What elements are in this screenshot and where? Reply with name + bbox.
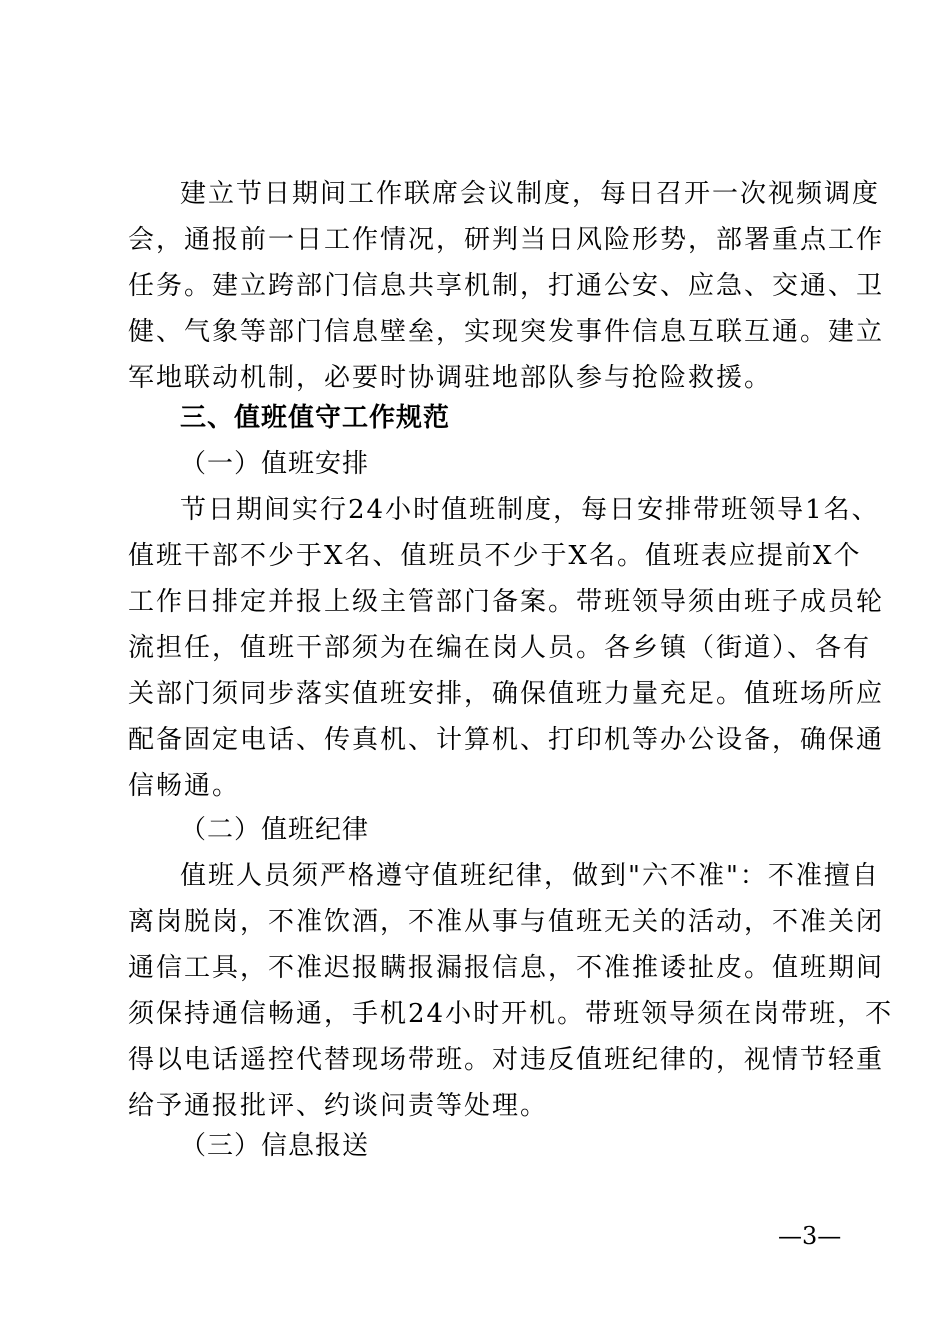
paragraph-line: 配备固定电话、传真机、计算机、打印机等办公设备，确保通	[128, 725, 885, 755]
paragraph-line: 军地联动机制，必要时协调驻地部队参与抢险救援。	[128, 363, 773, 393]
paragraph-line: 值班干部不少于X名、值班员不少于X名。值班表应提前X个	[128, 541, 862, 571]
paragraph-line: 健、气象等部门信息壁垒，实现突发事件信息互联互通。建立	[128, 317, 885, 347]
subsection-heading: （二）值班纪律	[180, 815, 370, 845]
paragraph-line: 信畅通。	[128, 771, 241, 801]
section-heading: 三、值班值守工作规范	[180, 403, 451, 433]
paragraph-line: 值班人员须严格遵守值班纪律，做到"六不准"：不准擅自	[180, 861, 880, 891]
subsection-heading: （一）值班安排	[180, 449, 370, 479]
paragraph-line: 离岗脱岗，不准饮酒，不准从事与值班无关的活动，不准关闭	[128, 907, 885, 937]
paragraph-line: 流担任，值班干部须为在编在岗人员。各乡镇（街道）、各有	[128, 633, 872, 663]
subsection-heading: （三）信息报送	[180, 1131, 370, 1161]
paragraph-line: 关部门须同步落实值班安排，确保值班力量充足。值班场所应	[128, 679, 885, 709]
paragraph-line: 通信工具，不准迟报瞒报漏报信息，不准推诿扯皮。值班期间	[128, 953, 885, 983]
paragraph-line: 须保持通信畅通，手机24小时开机。带班领导须在岗带班，不	[128, 999, 894, 1029]
paragraph-line: 节日期间实行24小时值班制度，每日安排带班领导1名、	[180, 495, 880, 525]
paragraph-line: 工作日排定并报上级主管部门备案。带班领导须由班子成员轮	[128, 587, 885, 617]
page-number: —3—	[778, 1222, 842, 1250]
paragraph-line: 会，通报前一日工作情况，研判当日风险形势，部署重点工作	[128, 225, 885, 255]
paragraph-line: 建立节日期间工作联席会议制度，每日召开一次视频调度	[180, 179, 881, 209]
paragraph-line: 给予通报批评、约谈问责等处理。	[128, 1091, 549, 1121]
paragraph-line: 得以电话遥控代替现场带班。对违反值班纪律的，视情节轻重	[128, 1045, 885, 1075]
paragraph-line: 任务。建立跨部门信息共享机制，打通公安、应急、交通、卫	[128, 271, 885, 301]
